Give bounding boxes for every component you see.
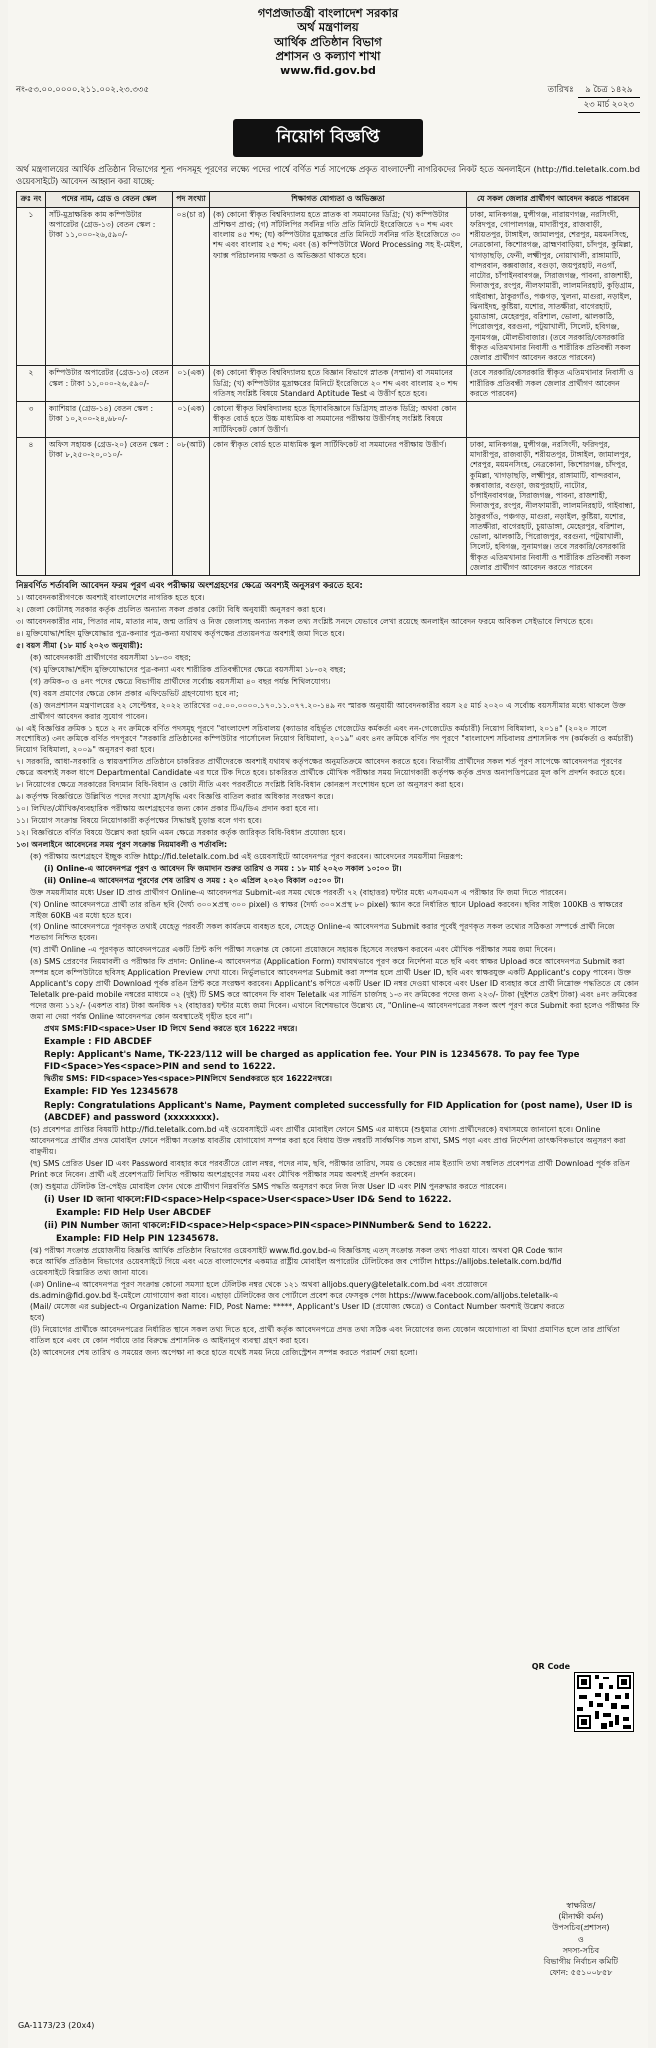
date-bangla: ৯ চৈত্র ১৪২৯ [578,83,640,98]
signatory-role: সদস্য-সচিব [562,1945,600,1955]
date-label: তারিখঃ [547,85,574,96]
recover-pin-example: Example: FID Help PIN 12345678. [56,1234,219,1245]
sms2-reply: Reply: Congratulations Applicant's Name, Payment completed successfully for FID Application for (post name), User ID is (ABCDEF) and password (xxxxxxxx). [44,1100,633,1123]
condition-item: ১২। বিজ্ঞপ্তিতে বর্ণিত বিষয়ে উল্লেখ করা হয়নি এমন ক্ষেত্রে সরকার কর্তৃক জারিকৃত বিধি-বিধান প্রযোজ্য হবে। [16,827,346,837]
online-note: উক্ত সময়সীমার মধ্যে User ID প্রাপ্ত প্রার্থীগণ Online-এ আবেদনপত্র Submit-এর সময় থেকে পরবর্তী ৭২ (বাহাত্তর) ঘন্টার মধ্যে এসএমএস এ পরীক্ষার ফি জমা দিতে পারবেন। [30,887,567,897]
recover-pin: (ii) PIN Number জানা থাকলে:FID<space>Help<space>PIN<space>PINNumber& Send to 16222. [44,1221,492,1232]
cell-serial: ২ [17,366,46,402]
online-item: (ট) নিয়োগের প্রার্থীকে আবেদনপত্রের নির্ধারিত স্থানে সকল তথ্য দিতে হবে, প্রার্থী কর্তৃক আবেদনপত্রে প্রদত্ত তথ্য সঠিক এবং নিয়োগের জন্য যেকোন অযোগ্যতা বা মিথ্যা প্রমাণিত হলে তার প্রার্থিতা বাতিল হবে এবং যে কোন পর্যায়ে তার বিরুদ্ধে প্রশাসনিক ও আইনানুগ ব্যবস্থা গ্রহণ করা হবে। [30,1325,620,1345]
cell-post: কম্পিউটার অপারেটর (গ্রেড-১৩) বেতন স্কেল : টাকা ১১,০০০-২৬,৫৯০/- [46,366,173,402]
signatory-and: ও [577,1934,584,1944]
memo-ref: নং-৫৩.০০.০০০০.২১১.০০২.২৩.৩৩৫ [16,85,149,96]
cell-qualification: কোনো স্বীকৃত বিশ্ববিদ্যালয় হতে হিসাববিজ্ঞানে ডিগ্রিসহ স্নাতক ডিগ্রি; অথবা কোন স্বীকৃত বোর্ড হতে উচ্চ মাধ্যমিক বা সমমানের পরীক্ষায় উত্তীর্ণসহ সংশ্লিষ্ট বিষয়ে সার্টিফিকেট কোর্স উত্তীর্ণ। [210,402,467,438]
cell-post: ক্যাশিয়ার (গ্রেড-১৪) বেতন স্কেল : টাকা ১০,২০০-২৪,৬৮০/- [46,402,173,438]
cell-serial: ১ [17,207,46,366]
cell-count: ০১(এক) [173,402,210,438]
cell-districts: (তবে সরকারি/বেসরকারি স্বীকৃত এতিমখানার নিবাসী ও শারীরিক প্রতিবন্ধী সকল জেলার প্রার্থীগণ আবেদন করতে পারবেন) [467,366,640,402]
online-start-time: (i) Online-এ আবেদনপত্র পূরণ ও আবেদন ফি জমাদান শুরুর তারিখ ও সময় : ১৮ মার্চ ২০২৩ সকাল ১০:০০ টা। [44,863,402,873]
conditions-heading: নিম্নবর্ণিত শর্তাবলি আবেদন ফরম পূরণ এবং পরীক্ষায় অংশগ্রহণের ক্ষেত্রে অবশ্যই অনুসরণ করতে হবে: [16,581,363,592]
signatory-committee: বিভাগীয় নির্বাচন কমিটি [543,1956,618,1966]
signatory-phone: ফোন: ৫৫১০০৮৫৮ [549,1968,613,1978]
age-item: (গ) ক্রমিক-৩ ও ৪নং পদের ক্ষেত্রে বিভাগীয় প্রার্থীদের সর্বোচ্চ বয়সসীমা ৪০ বছর পর্যন্ত শিথিলযোগ্য। [30,676,331,686]
intro-text: অর্থ মন্ত্রণালয়ের আর্থিক প্রতিষ্ঠান বিভাগের শূন্য পদসমূহ পূরণের লক্ষ্যে পদের পার্শ্বে বর্ণিত শর্ত সাপেক্ষে প্রকৃত বাংলাদেশী নাগরিকদের নিকট হতে অনলাইনে (http://fid.teletalk.com.bd ওয়েবসাইটে) আবেদন আহ্বান করা যাচ্ছে: [16,164,640,187]
signatory-designation: উপসচিব(প্রশাসন) [552,1923,610,1933]
age-item: (খ) মুক্তিযোদ্ধা/শহীদ মুক্তিযোদ্ধাদের পুত্র-কন্যা এবং শারীরিক প্রতিবন্ধীদের ক্ষেত্রে বয়সসীমা ১৮-৩২ বছর; [30,664,346,674]
notice-title: নিয়োগ বিজ্ঞপ্তি [233,119,423,157]
cell-post: অফিস সহায়ক (গ্রেড-২০) বেতন স্কেল : টাকা ৮,২৫০-২০,০১০/- [46,437,173,575]
cell-count: ০৮(আট) [173,437,210,575]
online-item: (ঞ) Online-এ আবেদনপত্র পূরণ সংক্রান্ত কোনো সমস্যা হলে টেলিটক নম্বর থেকে ১২১ অথবা alljobs.query@teletalk.com.bd এবং প্রয়োজনে ds.admin@fid.gov.bd ই-মেইলে যোগাযোগ করা যাবে। এছাড়া টেলিটকের জব পোর্টালে প্রবেশ করে ফেসবুক পেজ https://www.facebook.com/alljobs.teletalk-এ (Mail/ মেসেজ এর subject-এ Organization Name: FID, Post Name: *****, Applicant's User ID (প্রযোজ্য ক্ষেত্রে) ও Contact Number অবশ্যই উল্লেখ করতে হবে) [30,1280,565,1323]
online-item: (ছ) SMS প্রেরিত User ID এবং Password ব্যবহার করে পরবর্তীতে রোল নম্বর, পদের নাম, ছবি, পরীক্ষার তারিখ, সময় ও কেন্দ্রের নাম ইত্যাদি তথ্য সম্বলিত প্রবেশপত্র প্রার্থী Download পূর্বক রঙিন Print করে নিবেন। প্রার্থী এই প্রবেশপত্রটি লিখিত পরীক্ষায় অংশগ্রহণের সময় এবং মৌখিক পরীক্ষার সময় অবশ্যই প্রদর্শন করবেন। [30,1158,630,1179]
online-item: (জ) শুধুমাত্র টেলিটক প্রি-পেইড মোবাইল ফোন থেকে প্রার্থীগণ নিম্নবর্ণিত SMS পদ্ধতি অনুসরণ করে নিজ নিজ User ID এবং PIN পুনরুদ্ধার করতে পারবেন। [30,1181,507,1191]
col-qualification: শিক্ষাগত যোগ্যতা ও অভিজ্ঞতা [210,192,467,207]
condition-item: ২। জেলা কোটাসহ সরকার কর্তৃক প্রচলিত অন্যান্য সকল প্রকার কোটা বিধি অনুযায়ী অনুসরণ করা হবে। [16,605,326,615]
age-item: (ঙ) জনপ্রশাসন মন্ত্রণালয়ের ২২ সেপ্টেম্বর, ২০২২ তারিখের ০৫.০০.০০০০.১৭০.১১.০৭৭.২০-১৪৯ নং স্মারক অনুযায়ী আবেদনকারীর বয়স ২৫ মার্চ ২০২০ এ সর্বোচ্চ বয়সসীমার মধ্যে থাকলে উক্ত প্রার্থীগণ আবেদন করার সুযোগ পাবেন। [30,700,626,721]
cell-count: ০১(এক) [173,366,210,402]
memo-date [548,83,640,113]
recover-userid-example: Example: FID Help User ABCDEF [56,1207,212,1218]
recover-userid: (i) User ID জানা থাকলে:FID<space>Help<space>User<space>User ID& Send to 16222. [44,1194,452,1205]
cell-districts [467,402,640,438]
division-name: আর্থিক প্রতিষ্ঠান বিভাগ [274,34,382,49]
job-circular-page [8,0,648,2048]
cell-qualification: কোন স্বীকৃত বোর্ড হতে মাধ্যমিক স্কুল সার্টিফিকেট বা সমমানের পরীক্ষায় উত্তীর্ণ। [210,437,467,575]
memo-row [16,83,640,113]
online-item: (ঠ) আবেদনের শেষ তারিখ ও সময়ের জন্য অপেক্ষা না করে হাতে যথেষ্ট সময় নিয়ে রেজিস্ট্রেশন সম্পন্ন করতে পরামর্শ দেয়া হলো। [30,1347,418,1357]
condition-item: ১১। নিয়োগ সংক্রান্ত বিষয়ে নিয়োগকারী কর্তৃপক্ষের সিদ্ধান্তই চূড়ান্ত বলে গণ্য হবে। [16,816,262,826]
cell-serial: ৩ [17,402,46,438]
signatory-name: (মীনাক্ষী বর্মন) [558,1912,604,1922]
online-end-time: (ii) Online-এ আবেদনপত্র পূরণের শেষ তারিখ ও সময় : ২০ এপ্রিল ২০২৩ বিকাল ০৫:০০ টা। [44,875,344,885]
condition-item: ৭। সরকারি, আধা-সরকারি ও স্বায়ত্তশাসিত প্রতিষ্ঠানে চাকরিরত প্রার্থীদেরকে অবশ্যই যথাযথ কর্তৃপক্ষের অনুমতিক্রমে আবেদন করতে হবে। বিভাগীয় প্রার্থীদের সকল শর্ত পূরণ সাপেক্ষে আবেদনপত্র পূরণের ক্ষেত্রে অবশ্যই সকল ধাপে Departmental Candidate এর ঘরে টিক দিতে হবে। চাকরিরত প্রার্থীকে মৌখিক পরীক্ষার সময় নিয়োগকারী কর্তৃপক্ষ কর্তৃক প্রদত্ত অনাপত্তিপত্রের মূল কপি প্রদর্শন করতে হবে। [16,757,625,778]
condition-item: ৪। মুক্তিযোদ্ধা/শহিদ মুক্তিযোদ্ধার পুত্র-কন্যার পুত্র-কন্যা যথাযথ কর্তৃপক্ষের প্রত্যয়নপত্র অবশ্যই জমা দিতে হবে। [16,629,345,639]
condition-item: ১। আবেদনকারীগণকে অবশ্যই বাংলাদেশের নাগরিক হতে হবে। [16,593,205,603]
qr-label: QR Code [531,1662,570,1671]
sms1-reply: Reply: Applicant's Name, TK-223/112 will be charged as application fee. Your PIN is 12345678. To pay fee Type FID<Space>Yes<space>PIN and send to 16222. [44,1050,580,1073]
col-serial: ক্রঃ নং [17,192,46,207]
govt-name: গণপ্রজাতন্ত্রী বাংলাদেশ সরকার [257,6,399,20]
signed-label: স্বাক্ষরিত/ [566,1901,596,1910]
condition-item: ৬। এই বিজ্ঞপ্তির ক্রমিক ১ হতে ২ নং ক্রমিকে বর্ণিত পদসমূহ পূরণে "বাংলাদেশ সচিবালয় (ক্যাডার বহির্ভূত গেজেটেড কর্মকর্তা এবং নন-গেজেটেড কর্মচারী) নিয়োগ বিধিমালা, ২০১৪" (২০২০ সালে সংশোধিত) ৩নং ক্রমিকে বর্ণিত পদপূরণে "সরকারি প্রতিষ্ঠানের কম্পিউটার পার্সোনেল নিয়োগ বিধিমালা, ২০১৯" এবং ৪নং ক্রমিকে বর্ণিত পদ পূরণে "বাংলাদেশ সচিবালয় প্রশাসনিক পদ (কর্মকর্তা ও কর্মচারী) নিয়োগ বিধিমালা, ২০০৯" অনুসরণ করা হবে। [16,723,634,755]
cell-qualification: (ক) কোনো স্বীকৃত বিশ্ববিদ্যালয় হতে বিজ্ঞান বিভাগে স্নাতক (সম্মান) বা সমমানের ডিগ্রি; (খ) কম্পিউটার মুদ্রাক্ষরের মিনিটে ইংরেজিতে ২০ শব্দ এবং বাংলায় ২০ শব্দ গতিসহ সংশ্লিষ্ট বিষয়ে Standard Aptitude Test এ উত্তীর্ণ হতে হবে। [210,366,467,402]
letterhead [16,6,640,77]
online-item: (ক) পরীক্ষায় অংশগ্রহণে ইচ্ছুক ব্যক্তি http://fid.teletalk.com.bd এই ওয়েবসাইটে আবেদনপত্র পূরণ করবেন। আবেদনের সময়সীমা নিম্নরূপ: [30,851,463,861]
online-item: (গ) Online আবেদনপত্রে পূরণকৃত তথ্যই যেহেতু পরবর্তী সকল কার্যক্রমে ব্যবহৃত হবে, সেহেতু Online-এ আবেদনপত্র Submit করার পূর্বেই পূরণকৃত সকল তথ্যের সঠিকতা সম্পর্কে প্রার্থী নিজে শতভাগ নিশ্চিত হবেন। [30,922,615,943]
signature-block [544,1900,618,1978]
sms1-example: Example : FID ABCDEF [44,1036,153,1047]
online-item: (ঝ) পরীক্ষা সংক্রান্ত প্রয়োজনীয় বিজ্ঞপ্তি আর্থিক প্রতিষ্ঠান বিভাগের ওয়েবসাইট www.fid.gov.bd-এ বিজ্ঞপ্তিসহ এতদ্ সংক্রান্ত সকল তথ্য পাওয়া যাবে। অথবা QR Code স্ক্যান করে আর্থিক প্রতিষ্ঠান বিভাগের ওয়েবসাইটে গিয়ে এবং এতে বাংলাদেশের একমাত্র রাষ্ট্রীয় মোবাইল অপারেটর টেলিটকের জব পোর্টাল https://alljobs.teletalk.com.bd/fid ওয়েবসাইটে বিস্তারিত তথ্য জানা যাবে। [30,1246,563,1278]
condition-item: ৩। আবেদনকারীর নাম, পিতার নাম, মাতার নাম, জন্ম তারিখ ও নিজ জেলাসহ অন্যান্য সকল তথ্য সংশ্লিষ্ট সনদে যেভাবে লেখা রয়েছে অনলাইন আবেদন ফরমে অবিকল সেইভাবে লিখতে হবে। [16,617,594,627]
cell-districts: ঢাকা, মানিকগঞ্জ, মুন্সীগঞ্জ, নারায়ণগঞ্জ, নরসিংদী, ফরিদপুর, গোপালগঞ্জ, মাদারীপুর, রাজবাড়ী, শরীয়তপুর, টাঙ্গাইল, জামালপুর, শেরপুর, ময়মনসিংহ, নেত্রকোনা, কিশোরগঞ্জ, ব্রাহ্মণবাড়িয়া, চাঁদপুর, কুমিল্লা, খাগড়াছড়ি, ফেনী, লক্ষ্মীপুর, নোয়াখালী, রাঙ্গামাটি, বান্দরবান, কক্সবাজার, বগুড়া, জয়পুরহাট, নওগাঁ, নাটোর, চাঁপাইনবাবগঞ্জ, সিরাজগঞ্জ, পাবনা, রাজশাহী, দিনাজপুর, রংপুর, নীলফামারী, লালমনিরহাট, কুড়িগ্রাম, গাইবান্ধা, ঠাকুরগাঁও, পঞ্চগড়, খুলনা, মাগুরা, নড়াইল, ঝিনাইদহ, কুষ্টিয়া, যশোর, সাতক্ষীরা, বাগেরহাট, চুয়াডাঙ্গা, মেহেরপুর, বরিশাল, ভোলা, ঝালকাঠি, পিরোজপুর, বরগুনা, পটুয়াখালী, সিলেট, হবিগঞ্জ, সুনামগঞ্জ, মৌলভীবাজার। (তবে সরকারি/বেসরকারি স্বীকৃত এতিমখানার নিবাসী ও শারীরিক প্রতিবন্ধী সকল জেলার প্রার্থীগণ আবেদন করতে পারবেন) [467,207,640,366]
cell-districts: ঢাকা, মানিকগঞ্জ, মুন্সীগঞ্জ, নরসিংদী, ফরিদপুর, মাদারীপুর, রাজবাড়ী, শরীয়তপুর, টাঙ্গাইল, জামালপুর, শেরপুর, ময়মনসিংহ, নেত্রকোনা, কিশোরগঞ্জ, চাঁদপুর, কুমিল্লা, খাগড়াছড়ি, লক্ষ্মীপুর, রাঙ্গামাটি, বান্দরবান, কক্সবাজার, বগুড়া, জয়পুরহাট, নাটোর, চাঁপাইনবাবগঞ্জ, সিরাজগঞ্জ, পাবনা, রাজশাহী, দিনাজপুর, রংপুর, নীলফামারী, লালমনিরহাট, গাইবান্ধা, ঠাকুরগাঁও, পঞ্চগড়, মাগুরা, নড়াইল, কুষ্টিয়া, যশোর, সাতক্ষীরা, বাগেরহাট, চুয়াডাঙ্গা, মেহেরপুর, বরিশাল, ভোলা, ঝালকাঠি, পিরোজপুর, বরগুনা, পটুয়াখালী, সিলেট, হবিগঞ্জ, সুনামগঞ্জ। তবে সরকারি/বেসরকারি স্বীকৃত এতিমখানার নিবাসী ও শারীরিক প্রতিবন্ধী সকল জেলার প্রার্থীগণ আবেদন করতে পারবেন [467,437,640,575]
cell-serial: ৪ [17,437,46,575]
online-item: (ঙ) SMS প্রেরণের নিয়মাবলী ও পরীক্ষার ফি প্রদান: Online-এ আবেদনপত্র (Application Form) যথাযথভাবে পূরণ করে নির্দেশনা মতে ছবি এবং স্বাক্ষর Upload করে আবেদনপত্র Submit করা সম্পন্ন হলে কম্পিউটারে ছবিসহ Application Preview দেখা যাবে। নির্ভুলভাবে আবেদনপত্র Submit করা সম্পন্ন হলে প্রার্থী User ID, ছবি এবং স্বাক্ষরযুক্ত একটি Applicant's copy পাবেন। উক্ত Applicant's copy প্রার্থী Download পূর্বক রঙিন প্রিন্ট করে সংরক্ষণ করবেন। Applicant's কপিতে একটি User ID নম্বর দেওয়া থাকবে এবং User ID ব্যবহার করে প্রার্থী নিম্নোক্ত পদ্ধতিতে যে কোন Teletalk pre-paid mobile নম্বরের মাধ্যমে ০২ (দুই) টি SMS করে আবেদন ফি বাবদ Teletalk এর সার্ভিস চার্জসহ ১-৩ নং ক্রমিকের পদের জন্য ২২৩/- টাকা (দুইশত তেইশ টাকা) এবং ৪নং ক্রমিকের পদের জন্য ১১২/- (একশত বার) টাকা অনধিক ৭২ (বাহাত্তর) ঘন্টার মধ্যে জমা দিবেন। এখানে বিশেষভাবে উল্লেখ্য যে, "Online-এ আবেদনপত্রের সকল অংশ পূরণ করে Submit করা হলেও পরীক্ষার ফি জমা না দেয়া পর্যন্ত Online আবেদনপত্র কোন অবস্থাতেই গৃহীত হবে না"। [30,957,640,1021]
col-post: পদের নাম, গ্রেড ও বেতন স্কেল [46,192,173,207]
table-row [17,437,640,575]
section-name: প্রশাসন ও কল্যাণ শাখা [275,49,381,64]
sms2-example: Example: FID Yes 12345678 [44,1087,178,1098]
table-row [17,366,640,402]
age-heading: ৫। বয়স সীমা (১৮ মার্চ ২০২৩ অনুযায়ী): [16,640,143,650]
conditions-section [16,580,640,1359]
sms1-title: প্রথম SMS:FID<space>User ID লিখে Send করতে হবে 16222 নম্বরে। [44,1023,298,1033]
age-item: (ঘ) বয়স প্রমাণের ক্ষেত্রে কোন প্রকার এফিডেভিট গ্রহণযোগ্য হবে না; [30,688,239,698]
date-english: ২৩ মার্চ ২০২৩ [578,98,640,113]
vacancy-table [16,191,640,576]
qr-code-icon[interactable] [574,1672,634,1732]
online-item: (চ) প্রবেশপত্র প্রাপ্তির বিষয়টি http://fid.teletalk.com.bd এই ওয়েবসাইটে এবং প্রার্থীর মোবাইল ফোনে SMS এর মাধ্যমে (শুধুমাত্র যোগ্য প্রার্থীদেরকে) যথাসময়ে জানানো হবে। Online আবেদনপত্রে প্রার্থীর প্রদত্ত মোবাইল ফোনে পরীক্ষা সংক্রান্ত যাবতীয় যোগাযোগ সম্পন্ন করা হবে বিধায় উক্ত নম্বরটি সার্বক্ষণিক সচল রাখা, SMS পড়া এবং প্রাপ্ত নির্দেশনা তাৎক্ষণিকভাবে অনুসরণ করা বাঞ্ছনীয়। [30,1125,626,1156]
qr-code-graphic [575,1673,633,1731]
website-link[interactable]: www.fid.gov.bd [280,63,376,77]
sms2-title: দ্বিতীয় SMS: FID<space>Yes<space>PINলিখে Sendকরতে হবে 16222নম্বরে। [44,1074,332,1084]
col-count: পদ সংখ্যা [173,192,210,207]
cell-post: সাঁট-মুদ্রাক্ষরিক কাম কম্পিউটার অপারেটর (গ্রেড-১৩) বেতন স্কেল : টাকা ১১,০০০-২৬,৫৯০/- [46,207,173,366]
cell-qualification: (ক) কোনো স্বীকৃত বিশ্ববিদ্যালয় হতে স্নাতক বা সমমানের ডিগ্রি; (খ) কম্পিউটার প্রশিক্ষণ প্রাপ্ত; (গ) সাঁটলিপির সর্বনিম্ন গতি প্রতি মিনিটে ইংরেজিতে ৭০ শব্দ এবং বাংলায় ৪৫ শব্দ; (ঘ) কম্পিউটার মুদ্রাক্ষরে প্রতি মিনিটে সর্বনিম্ন গতি ইংরেজিতে ৩০ শব্দ এবং বাংলায় ২৫ শব্দ; এবং (ঙ) কম্পিউটারে Word Processing সহ ই-মেইল, ফ্যাক্স পরিচালনায় দক্ষতা ও অভিজ্ঞতা থাকতে হবে। [210,207,467,366]
cell-count: ০৪(চা র) [173,207,210,366]
online-item: (খ) Online আবেদনপত্রে প্রার্থী তার রঙিন ছবি (দৈর্ঘ্য ৩০০×প্রস্থ ৩০০ pixel) ও স্বাক্ষর (দৈর্ঘ্য ৩০০×প্রস্থ ৮০ pixel) স্ক্যান করে নির্ধারিত স্থানে Upload করবেন। ছবির সাইজ 100KB ও স্বাক্ষরের সাইজ 60KB এর মধ্যে হতে হবে। [30,899,623,920]
ministry-name: অর্থ মন্ত্রণালয় [297,20,359,35]
online-heading: ১৩। অনলাইনে আবেদনের সময় পূরণ সংক্রান্ত নিয়মাবলী ও শর্তাবলি: [16,839,228,849]
table-header-row [17,192,640,207]
table-row [17,207,640,366]
condition-item: ৮। নিয়োগের ক্ষেত্রে সরকারের বিদ্যমান বিধি-বিধান ও কোটা নীতি এবং পরবর্তীতে সংশ্লিষ্ট বিধি-বিধান কোনরূপ সংশোধন হলে তা অনুসরণ করা হবে। [16,780,464,790]
table-row [17,402,640,438]
col-districts: যে সকল জেলার প্রার্থীগণ আবেদন করতে পারবেন [467,192,640,207]
condition-item: ৯। কর্তৃপক্ষ বিজ্ঞপ্তিতে উল্লিখিত পদের সংখ্যা হ্রাস/বৃদ্ধি এবং বিজ্ঞপ্তি বাতিল করার অধিকার সংরক্ষণ করে। [16,792,334,802]
age-item: (ক) আবেদনকারী প্রার্থীগণের বয়সসীমা ১৮-৩০ বছর; [30,652,191,662]
condition-item: ১০। লিখিত/মৌখিক/ব্যবহারিক পরীক্ষায় অংশগ্রহণের জন্য কোন প্রকার টিএ/ডিএ প্রদান করা হবে না। [16,804,319,814]
online-item: (ঘ) প্রার্থী Online -এ পূরণকৃত আবেদনপত্রের একটি প্রিন্ট কপি পরীক্ষা সংক্রান্ত যে কোনো প্রয়োজনে সহায়ক হিসেবে সংরক্ষণ করবেন এবং মৌখিক পরীক্ষার সময় জমা দিবেন। [30,945,556,955]
footer-code: GA-1173/23 (20x4) [18,2021,95,2030]
